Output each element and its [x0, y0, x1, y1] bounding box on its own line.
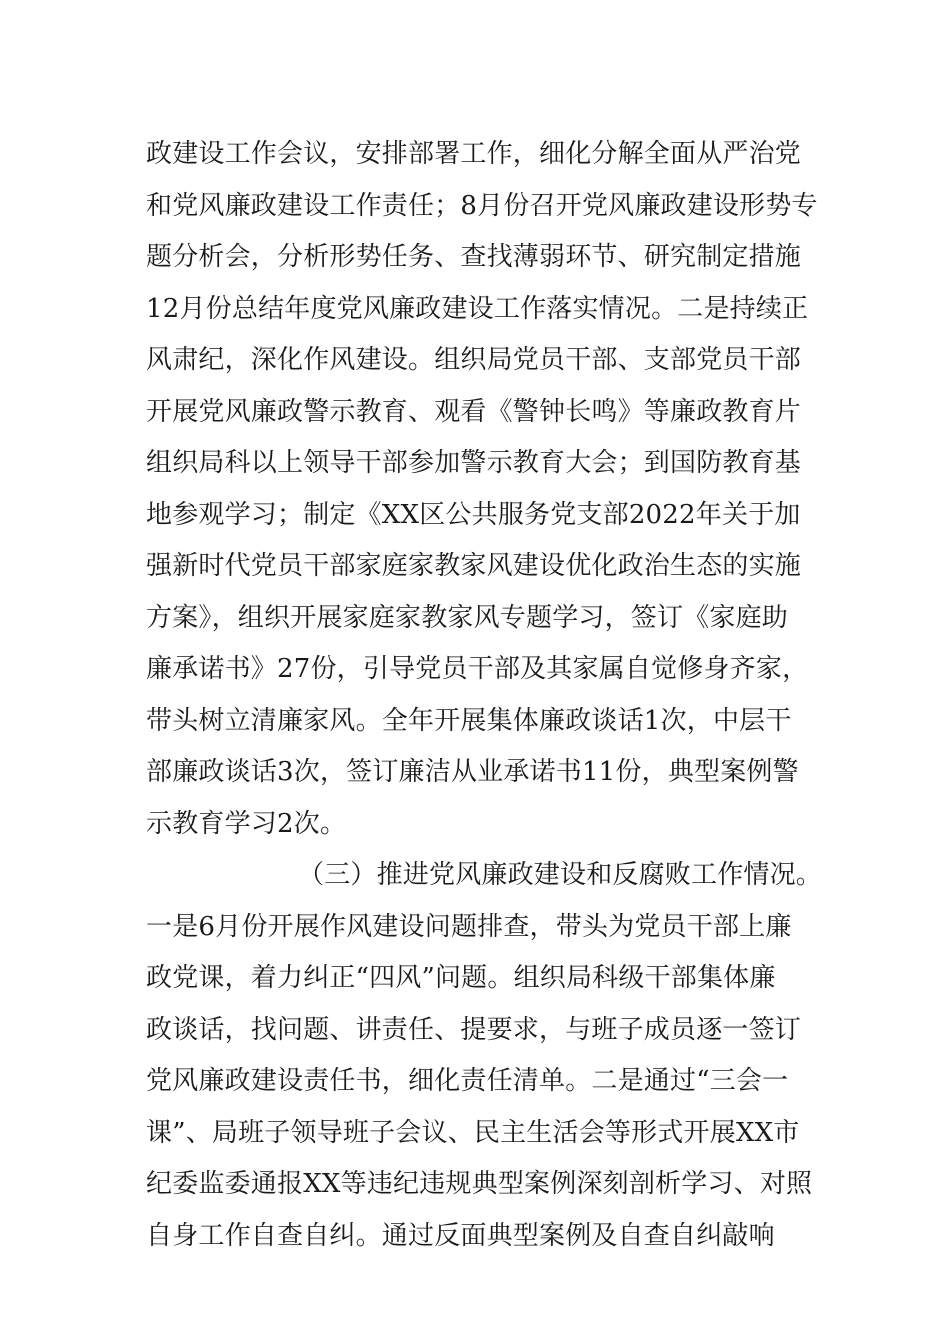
text-line: 部廉政谈话3次，签订廉洁从业承诺书11份，典型案例警 [146, 757, 799, 787]
text-line: 风肃纪，深化作风建设。组织局党员干部、支部党员干部 [146, 345, 802, 375]
body-text [146, 129, 826, 1262]
text-line: 和党风廉政建设工作责任；8月份召开党风廉政建设形势专 [146, 190, 818, 221]
text-line: 政谈话，找问题、讲责任、提要求，与班子成员逐一签订 [146, 1014, 802, 1045]
text-line: 带头树立清廉家风。全年开展集体廉政谈话1次，中层干 [146, 705, 792, 736]
text-line: 课”、局班子领导班子会议、民主生活会等形式开展XX市 [146, 1117, 800, 1148]
text-line: 纪委监委通报XX等违纪违规典型案例深刻剖析学习、对照 [146, 1169, 813, 1199]
section-heading: （三）推进党风廉政建设和反腐败工作情况。 [298, 860, 823, 890]
text-line: 党风廉政建设责任书，细化责任清单。二是通过“三会一 [146, 1066, 789, 1096]
text-line: 题分析会，分析形势任务、查找薄弱环节、研究制定措施 [146, 242, 802, 272]
text-line: 一是6月份开展作风建设问题排查，带头为党员干部上廉 [146, 911, 792, 942]
text-line: 12月份总结年度党风廉政建设工作落实情况。二是持续正 [146, 293, 809, 324]
text-line: 组织局科以上领导干部参加警示教育大会；到国防教育基 [146, 448, 802, 478]
text-line: 自身工作自查自纠。通过反面典型案例及自查自纠敲响 [146, 1220, 775, 1251]
text-line: 开展党风廉政警示教育、观看《警钟长鸣》等廉政教育片 [146, 396, 802, 427]
text-line: 政建设工作会议，安排部署工作，细化分解全面从严治党 [146, 139, 802, 169]
text-line: 政党课，着力纠正“四风”问题。组织局科级干部集体廉 [146, 963, 776, 993]
text-line: 强新时代党员干部家庭家教家风建设优化政治生态的实施 [146, 551, 802, 581]
text-line: 示教育学习2次。 [146, 808, 347, 839]
text-line: 廉承诺书》27份，引导党员干部及其家属自觉修身齐家， [146, 654, 809, 684]
text-line: 地参观学习；制定《XX区公共服务党支部2022年关于加 [146, 499, 801, 530]
text-line: 方案》，组织开展家庭家教家风专题学习，签订《家庭助 [146, 602, 789, 633]
